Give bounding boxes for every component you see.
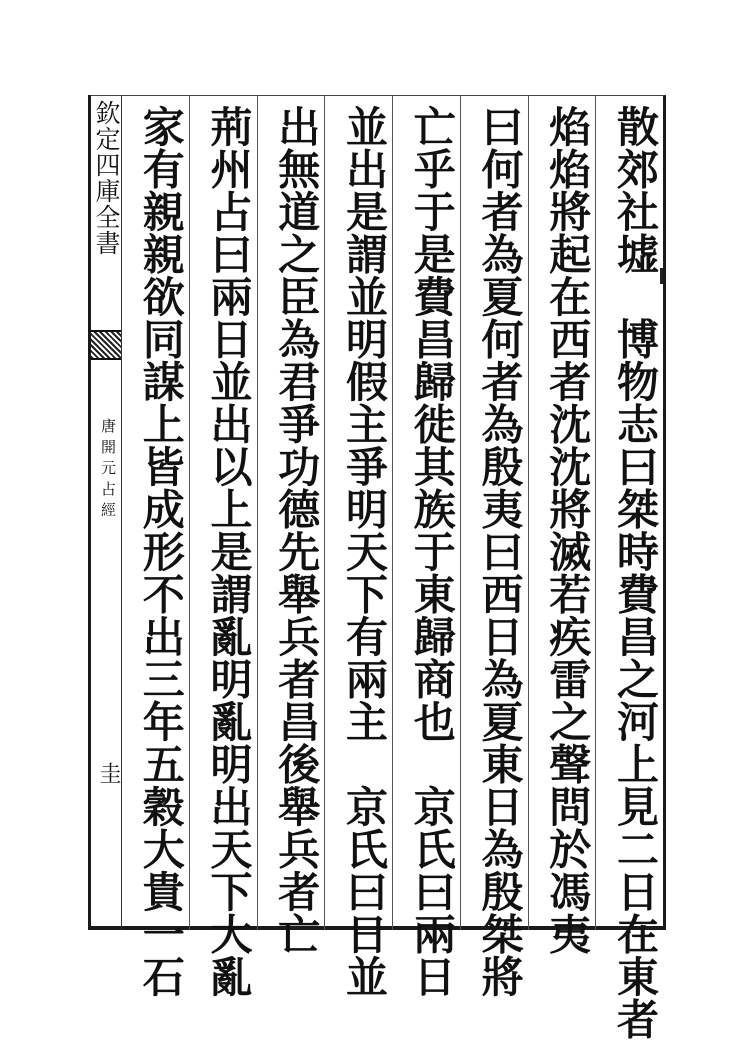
column-text: 焰焰將起在西者沈沈將滅若疾雷之聲問於馮夷: [543, 105, 593, 955]
text-columns: [121, 95, 663, 1040]
text-column: [189, 95, 257, 998]
column-text: 出無道之臣為君爭功德先舉兵者昌後舉兵者亡: [272, 105, 322, 955]
column-text: 散郊社墟 博物志曰桀時費昌之河上見二日在東者: [611, 105, 660, 1040]
fishtail-mark-icon: [91, 330, 121, 360]
column-text: 亡乎于是費昌歸徙其族于東歸商也 京氏曰兩日: [407, 105, 457, 998]
text-column: [392, 95, 460, 998]
column-text: 曰何者為夏何者為殷夷曰西日為夏東日為殷桀將: [475, 105, 525, 998]
column-text: 家有親親欲同謀上皆成形不出三年五穀大貴一石: [136, 105, 186, 998]
text-column: [460, 95, 528, 998]
text-column: [595, 95, 663, 1040]
chapter-title: 唐開元占經: [99, 418, 117, 523]
text-column: [528, 95, 596, 955]
column-text: 荊州占曰兩日並出以上是謂亂明亂明出天下大亂: [204, 105, 254, 998]
column-text: 並出是謂並明假主爭明天下有兩主 京氏曰日並: [340, 105, 389, 998]
text-column: [121, 95, 189, 998]
text-column: [257, 95, 325, 955]
edge-mark: [660, 268, 663, 284]
text-column: [324, 95, 392, 998]
book-title: 欽定四庫全書: [92, 100, 121, 256]
page-number: 圭: [96, 762, 121, 784]
